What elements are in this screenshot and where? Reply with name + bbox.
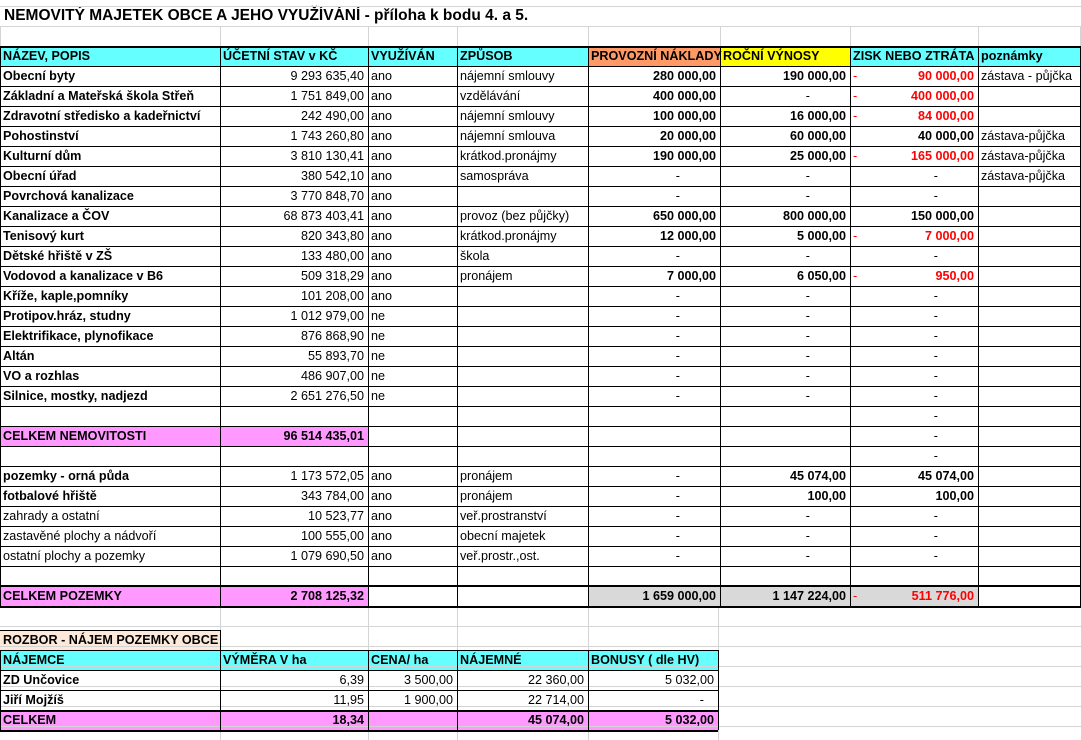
header-zisk: ZISK NEBO ZTRÁTA — [853, 49, 975, 63]
row-naklady: 280 000,00 — [652, 69, 716, 83]
row-name: Silnice, mostky, nadjezd — [3, 389, 148, 403]
row-vynosy: - — [805, 169, 810, 183]
total-property-label: CELKEM NEMOVITOSTI — [3, 429, 147, 443]
land-naklady: - — [675, 509, 680, 523]
row-vynosy: - — [805, 309, 810, 323]
row-zisk: - — [933, 389, 938, 403]
land-name: fotbalové hřiště — [3, 489, 97, 503]
row-zisk: 40 000,00 — [917, 129, 974, 143]
row-naklady: - — [675, 249, 680, 263]
row-name: Obecní byty — [3, 69, 76, 83]
loss-minus-sign: - — [853, 89, 858, 103]
row-poznamky — [978, 226, 1081, 246]
land-naklady: - — [675, 549, 680, 563]
land-naklady: - — [675, 529, 680, 543]
loss-minus-sign: - — [853, 229, 858, 243]
row-naklady: - — [675, 369, 680, 383]
grid-line — [718, 650, 719, 730]
row-naklady: 20 000,00 — [659, 129, 716, 143]
loss-minus-sign: - — [853, 69, 858, 83]
row-naklady: 190 000,00 — [652, 149, 716, 163]
rozbor-row-bonusy: 5 032,00 — [664, 673, 714, 687]
row-vyuzivan: ne — [371, 309, 386, 323]
rozbor-row-najemce: Jiří Mojžíš — [3, 693, 64, 707]
land-naklady: - — [675, 469, 680, 483]
land-zpusob: obecní majetek — [460, 529, 546, 543]
row-naklady: - — [675, 189, 680, 203]
row-zisk: 90 000,00 — [917, 69, 974, 83]
land-stav: 343 784,00 — [300, 489, 364, 503]
row-zpusob: krátkod.pronájmy — [460, 149, 557, 163]
total-land-vynosy: 1 147 224,00 — [772, 589, 846, 603]
row-vynosy: 60 000,00 — [789, 129, 846, 143]
row-naklady: 12 000,00 — [659, 229, 716, 243]
row-vyuzivan: ano — [371, 229, 393, 243]
row-vynosy: 16 000,00 — [789, 109, 846, 123]
row-poznamky: zástava - půjčka — [981, 69, 1072, 83]
rozbor-header-najemne: NÁJEMNÉ — [460, 653, 522, 667]
row-naklady: - — [675, 289, 680, 303]
grid-line — [0, 730, 718, 732]
loss-minus-sign: - — [853, 589, 858, 603]
row-zpusob — [457, 346, 588, 366]
header-stav: ÚČETNÍ STAV v KČ — [223, 49, 338, 63]
row-vynosy: - — [805, 189, 810, 203]
page-title: NEMOVITÝ MAJETEK OBCE A JEHO VYUŽÍVÁNÍ - příloha k bodu 4. a 5. — [4, 7, 529, 24]
row-naklady: - — [675, 329, 680, 343]
land-name: ostatní plochy a pozemky — [3, 549, 146, 563]
row-name: Základní a Mateřská škola Střeň — [3, 89, 195, 103]
row-vynosy: 6 050,00 — [796, 269, 846, 283]
rozbor-row-vymera: 11,95 — [333, 693, 364, 707]
row-zpusob: škola — [460, 249, 490, 263]
row-poznamky — [978, 86, 1081, 106]
row-vyuzivan: ne — [371, 389, 386, 403]
row-zisk: 165 000,00 — [910, 149, 974, 163]
land-vyuzivan: ano — [371, 529, 393, 543]
rozbor-total-bonusy: 5 032,00 — [664, 713, 714, 727]
land-vynosy: 100,00 — [807, 489, 846, 503]
rozbor-total-vymera: 18,34 — [332, 713, 364, 727]
land-zisk: - — [933, 529, 938, 543]
row-naklady: - — [675, 169, 680, 183]
blank-zisk: - — [933, 409, 938, 423]
row-zpusob: pronájem — [460, 269, 513, 283]
row-naklady: 400 000,00 — [652, 89, 716, 103]
row-zisk: - — [933, 309, 938, 323]
land-vyuzivan: ano — [371, 489, 393, 503]
row-vynosy: 5 000,00 — [796, 229, 846, 243]
row-stav: 101 208,00 — [300, 289, 364, 303]
row-name: Tenisový kurt — [3, 229, 84, 243]
row-stav: 55 893,70 — [307, 349, 364, 363]
blank-zisk: - — [933, 449, 938, 463]
row-poznamky: zástava-půjčka — [981, 149, 1065, 163]
total-property-zisk: - — [933, 429, 938, 443]
row-vyuzivan: ne — [371, 369, 386, 383]
grid-line — [220, 630, 221, 650]
row-poznamky: zástava-půjčka — [981, 169, 1065, 183]
land-zpusob: veř.prostr.,ost. — [460, 549, 540, 563]
row-zisk: - — [933, 169, 938, 183]
row-poznamky — [978, 106, 1081, 126]
row-vynosy: 25 000,00 — [789, 149, 846, 163]
loss-minus-sign: - — [853, 109, 858, 123]
row-stav: 486 907,00 — [300, 369, 364, 383]
row-vyuzivan: ano — [371, 149, 393, 163]
rozbor-header-cena: CENA/ ha — [371, 653, 429, 667]
land-stav: 1 173 572,05 — [290, 469, 364, 483]
row-vynosy: 800 000,00 — [782, 209, 846, 223]
rozbor-header-vymera: VÝMĚRA V ha — [223, 653, 307, 667]
rozbor-row-najemce: ZD Unčovice — [3, 673, 80, 687]
row-zpusob: nájemní smlouva — [460, 129, 556, 143]
row-name: Obecní úřad — [3, 169, 77, 183]
land-stav: 100 555,00 — [300, 529, 364, 543]
header-poznamky: poznámky — [981, 49, 1043, 63]
row-vyuzivan: ano — [371, 89, 393, 103]
row-name: Altán — [3, 349, 35, 363]
header-nazev: NÁZEV, POPIS — [3, 49, 91, 63]
loss-minus-sign: - — [853, 149, 858, 163]
row-stav: 509 318,29 — [300, 269, 364, 283]
land-zisk: - — [933, 509, 938, 523]
row-zisk: 84 000,00 — [917, 109, 974, 123]
row-name: Kříže, kaple,pomníky — [3, 289, 129, 303]
total-land-naklady: 1 659 000,00 — [642, 589, 716, 603]
total-land-stav: 2 708 125,32 — [290, 589, 364, 603]
row-name: VO a rozhlas — [3, 369, 80, 383]
row-vyuzivan: ano — [371, 69, 393, 83]
row-stav: 820 343,80 — [300, 229, 364, 243]
row-vyuzivan: ano — [371, 249, 393, 263]
row-vynosy: - — [805, 249, 810, 263]
row-zisk: - — [933, 189, 938, 203]
rozbor-total-najemne: 45 074,00 — [527, 713, 584, 727]
land-zpusob: veř.prostranství — [460, 509, 547, 523]
row-zpusob — [457, 326, 588, 346]
row-poznamky — [978, 246, 1081, 266]
total-land-label: CELKEM POZEMKY — [3, 589, 122, 603]
row-name: Dětské hřiště v ZŠ — [3, 249, 113, 263]
land-vyuzivan: ano — [371, 549, 393, 563]
rozbor-row-cena: 3 500,00 — [403, 673, 453, 687]
land-vynosy: - — [805, 529, 810, 543]
row-zisk: - — [933, 289, 938, 303]
row-poznamky — [978, 386, 1081, 406]
row-zpusob: samospráva — [460, 169, 529, 183]
land-zpusob: pronájem — [460, 469, 513, 483]
row-zpusob: nájemní smlouvy — [460, 69, 555, 83]
rozbor-total-label: CELKEM — [3, 713, 57, 727]
row-poznamky — [978, 366, 1081, 386]
land-vyuzivan: ano — [371, 469, 393, 483]
land-vynosy: - — [805, 549, 810, 563]
row-vynosy: - — [805, 389, 810, 403]
rozbor-header-bonusy: BONUSY ( dle HV) — [591, 653, 700, 667]
row-stav: 1 751 849,00 — [290, 89, 364, 103]
row-zpusob — [457, 306, 588, 326]
land-vyuzivan: ano — [371, 509, 393, 523]
rozbor-row-vymera: 6,39 — [339, 673, 364, 687]
row-poznamky: zástava-půjčka — [981, 129, 1065, 143]
row-stav: 9 293 635,40 — [290, 69, 364, 83]
row-vynosy: - — [805, 369, 810, 383]
row-zpusob — [457, 186, 588, 206]
row-zisk: - — [933, 249, 938, 263]
row-vyuzivan: ano — [371, 169, 393, 183]
rozbor-row-najemne: 22 714,00 — [527, 693, 584, 707]
land-vynosy: 45 074,00 — [789, 469, 846, 483]
row-vynosy: - — [805, 289, 810, 303]
row-name: Kanalizace a ČOV — [3, 209, 110, 223]
land-stav: 1 079 690,50 — [290, 549, 364, 563]
row-stav: 876 868,90 — [300, 329, 364, 343]
row-vynosy: 190 000,00 — [782, 69, 846, 83]
row-naklady: 100 000,00 — [652, 109, 716, 123]
row-vyuzivan: ano — [371, 109, 393, 123]
row-naklady: - — [675, 349, 680, 363]
total-property-stav: 96 514 435,01 — [283, 429, 364, 443]
row-vyuzivan: ano — [371, 129, 393, 143]
row-vynosy: - — [805, 329, 810, 343]
row-zisk: - — [933, 369, 938, 383]
row-zpusob — [457, 386, 588, 406]
row-poznamky — [978, 206, 1081, 226]
row-vyuzivan: ano — [371, 269, 393, 283]
land-name: pozemky - orná půda — [3, 469, 129, 483]
row-name: Elektrifikace, plynofikace — [3, 329, 154, 343]
row-name: Kulturní dům — [3, 149, 82, 163]
row-vyuzivan: ne — [371, 349, 386, 363]
grid-line — [0, 6, 1081, 7]
header-zpusob: ZPŮSOB — [460, 49, 513, 63]
row-zisk: 950,00 — [935, 269, 974, 283]
row-vyuzivan: ano — [371, 289, 393, 303]
land-vynosy: - — [805, 509, 810, 523]
row-vynosy: - — [805, 349, 810, 363]
row-zisk: 150 000,00 — [910, 209, 974, 223]
land-stav: 10 523,77 — [307, 509, 364, 523]
grid-line — [0, 566, 1081, 567]
header-vynosy: ROČNÍ VÝNOSY — [723, 49, 820, 63]
land-zisk: - — [933, 549, 938, 563]
row-poznamky — [978, 266, 1081, 286]
row-zpusob: nájemní smlouvy — [460, 109, 555, 123]
row-stav: 380 542,10 — [300, 169, 364, 183]
row-vyuzivan: ne — [371, 329, 386, 343]
land-name: zahrady a ostatní — [3, 509, 100, 523]
row-vyuzivan: ano — [371, 209, 393, 223]
rozbor-title: ROZBOR - NÁJEM POZEMKY OBCE — [3, 633, 219, 647]
row-poznamky — [978, 306, 1081, 326]
row-stav: 1 743 260,80 — [290, 129, 364, 143]
loss-minus-sign: - — [853, 269, 858, 283]
row-zpusob — [457, 286, 588, 306]
row-name: Zdravotní středisko a kadeřnictví — [3, 109, 201, 123]
rozbor-header-najemce: NÁJEMCE — [3, 653, 65, 667]
row-zpusob — [457, 366, 588, 386]
row-stav: 3 770 848,70 — [290, 189, 364, 203]
row-naklady: - — [675, 309, 680, 323]
row-vyuzivan: ano — [371, 189, 393, 203]
grid-line — [0, 626, 1081, 627]
row-stav: 68 873 403,41 — [283, 209, 364, 223]
land-zisk: 100,00 — [935, 489, 974, 503]
total-land-zisk: 511 776,00 — [911, 589, 974, 603]
row-poznamky — [978, 186, 1081, 206]
row-stav: 242 490,00 — [300, 109, 364, 123]
row-stav: 3 810 130,41 — [290, 149, 364, 163]
row-zisk: 7 000,00 — [924, 229, 974, 243]
row-name: Protipov.hráz, studny — [3, 309, 131, 323]
row-zpusob: krátkod.pronájmy — [460, 229, 557, 243]
land-zpusob: pronájem — [460, 489, 513, 503]
row-stav: 2 651 276,50 — [290, 389, 364, 403]
land-zisk: 45 074,00 — [917, 469, 974, 483]
row-naklady: 650 000,00 — [652, 209, 716, 223]
row-stav: 133 480,00 — [300, 249, 364, 263]
row-name: Vodovod a kanalizace v B6 — [3, 269, 164, 283]
row-naklady: - — [675, 389, 680, 403]
row-poznamky — [978, 286, 1081, 306]
rozbor-row-najemne: 22 360,00 — [527, 673, 584, 687]
grid-line — [0, 26, 1081, 27]
row-poznamky — [978, 326, 1081, 346]
row-name: Pohostinství — [3, 129, 79, 143]
row-zisk: 400 000,00 — [910, 89, 974, 103]
row-zisk: - — [933, 329, 938, 343]
row-naklady: 7 000,00 — [666, 269, 716, 283]
header-vyuzivan: VYUŽÍVÁN — [371, 49, 435, 63]
row-zpusob: provoz (bez půjčky) — [460, 209, 570, 223]
rozbor-row-bonusy: - — [699, 693, 704, 707]
grid-line — [0, 606, 1081, 608]
row-name: Povrchová kanalizace — [3, 189, 134, 203]
land-name: zastavěné plochy a nádvoří — [3, 529, 157, 543]
row-zpusob: vzdělávání — [460, 89, 521, 103]
rozbor-row-cena: 1 900,00 — [403, 693, 453, 707]
row-poznamky — [978, 346, 1081, 366]
row-vynosy: - — [805, 89, 810, 103]
land-naklady: - — [675, 489, 680, 503]
header-naklady: PROVOZNÍ NÁKLADY — [591, 49, 722, 63]
row-zisk: - — [933, 349, 938, 363]
row-stav: 1 012 979,00 — [290, 309, 364, 323]
